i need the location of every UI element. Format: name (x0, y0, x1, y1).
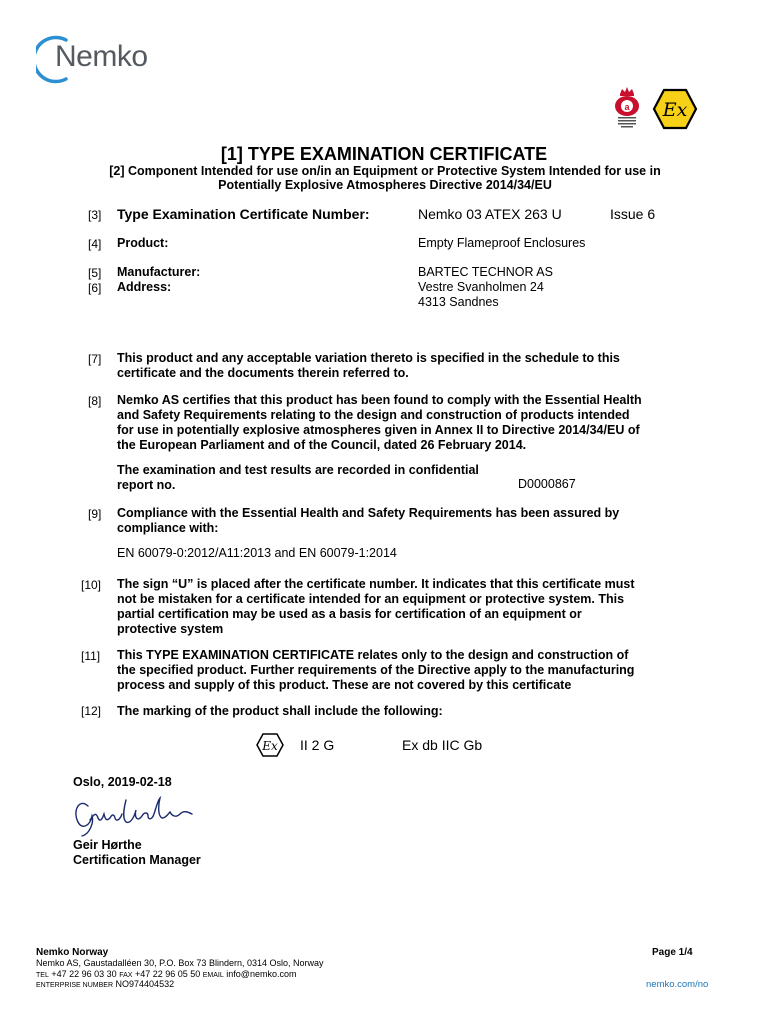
product-label: Product: (117, 236, 169, 250)
cert-number-value: Nemko 03 ATEX 263 U (418, 206, 562, 222)
section-12-text: The marking of the product shall include the following: (117, 704, 443, 718)
footer-contact: TEL +47 22 96 03 30 FAX +47 22 96 05 50 EMAIL info@nemko.com (36, 968, 297, 979)
test-results-text: The examination and test results are recorded in confidential report no. (117, 463, 479, 492)
standards-list: EN 60079-0:2012/A11:2013 and EN 60079-1:2014 (117, 546, 397, 560)
manufacturer-label: Manufacturer: (117, 265, 201, 279)
item-number-6: [6] (88, 281, 102, 295)
item-number-12: [12] (81, 704, 102, 718)
svg-text:a: a (624, 102, 630, 112)
page-number: Page 1/4 (652, 947, 693, 958)
logo-wordmark: Nemko (55, 40, 148, 73)
address-value: Vestre Svanholmen 24 4313 Sandnes (418, 280, 544, 309)
report-number: D0000867 (518, 477, 576, 491)
cert-number-label: Type Examination Certificate Number: (117, 206, 370, 222)
footer-address: Nemko AS, Gaustadalléen 30, P.O. Box 73 Blindern, 0314 Oslo, Norway (36, 958, 324, 968)
section-9-text: Compliance with the Essential Health and Safety Requirements has been assured by compliance with: (117, 506, 620, 535)
marking-protection: Ex db IIC Gb (402, 737, 483, 753)
address-label: Address: (117, 280, 172, 294)
item-number-8: [8] (88, 394, 102, 408)
item-number-3: [3] (88, 208, 102, 222)
footer-website-link[interactable]: nemko.com/no (646, 979, 709, 990)
footer-company: Nemko Norway (36, 947, 109, 958)
item-number-11: [11] (81, 649, 101, 663)
section-8-text: Nemko AS certifies that this product has been found to comply with the Essential Health and Safety Requirements relating to the design and construction of products intended for use in potentially explosive atmospheres given in Annex II to Directive 2014/34/EU of the European Parliament and of the Council, dated 26 February 2014. (117, 393, 642, 452)
svg-text:Ex: Ex (262, 739, 278, 753)
item-number-7: [7] (88, 352, 102, 366)
signatory-role: Certification Manager (73, 853, 201, 867)
marking-equipment-group: II 2 G (300, 737, 335, 753)
item-number-4: [4] (88, 237, 102, 251)
item-number-9: [9] (88, 507, 102, 521)
product-value: Empty Flameproof Enclosures (418, 236, 586, 250)
ex-hexagon-icon (652, 88, 698, 130)
footer-enterprise: ENTERPRISE NUMBER NO974404532 (36, 979, 175, 989)
accreditation-mark-icon (612, 84, 642, 130)
issue-number: Issue 6 (610, 206, 656, 222)
place-date: Oslo, 2019-02-18 (73, 775, 172, 789)
svg-text:Ex: Ex (662, 99, 688, 121)
item-number-5: [5] (88, 266, 102, 280)
handwritten-signature (68, 792, 198, 838)
signatory-name: Geir Hørthe (73, 838, 142, 852)
item-number-10: [10] (81, 578, 102, 592)
section-10-text: The sign “U” is placed after the certificate number. It indicates that this certificate must not be mistaken for a certificate intended for an equipment or protective system. This partial certification may be used as a basis for certification of an equipment or protective system (117, 577, 635, 636)
ex-marking-icon (256, 733, 284, 757)
section-11-text: This TYPE EXAMINATION CERTIFICATE relates only to the design and construction of the specified product. Further requirements of the Directive apply to the manufacturing process and supply of this product. These are not covered by this certificate (117, 648, 635, 692)
section-7-text: This product and any acceptable variation thereto is specified in the schedule to this certificate and the documents therein referred to. (117, 351, 620, 380)
manufacturer-value: BARTEC TECHNOR AS (418, 265, 553, 279)
certificate-title: [1] TYPE EXAMINATION CERTIFICATE (220, 144, 548, 164)
certificate-subtitle: [2] Component Intended for use on/in an Equipment or Protective System Intended for use in Potentially Explosive Atmospheres Directive 2014/34/EU (109, 164, 661, 192)
